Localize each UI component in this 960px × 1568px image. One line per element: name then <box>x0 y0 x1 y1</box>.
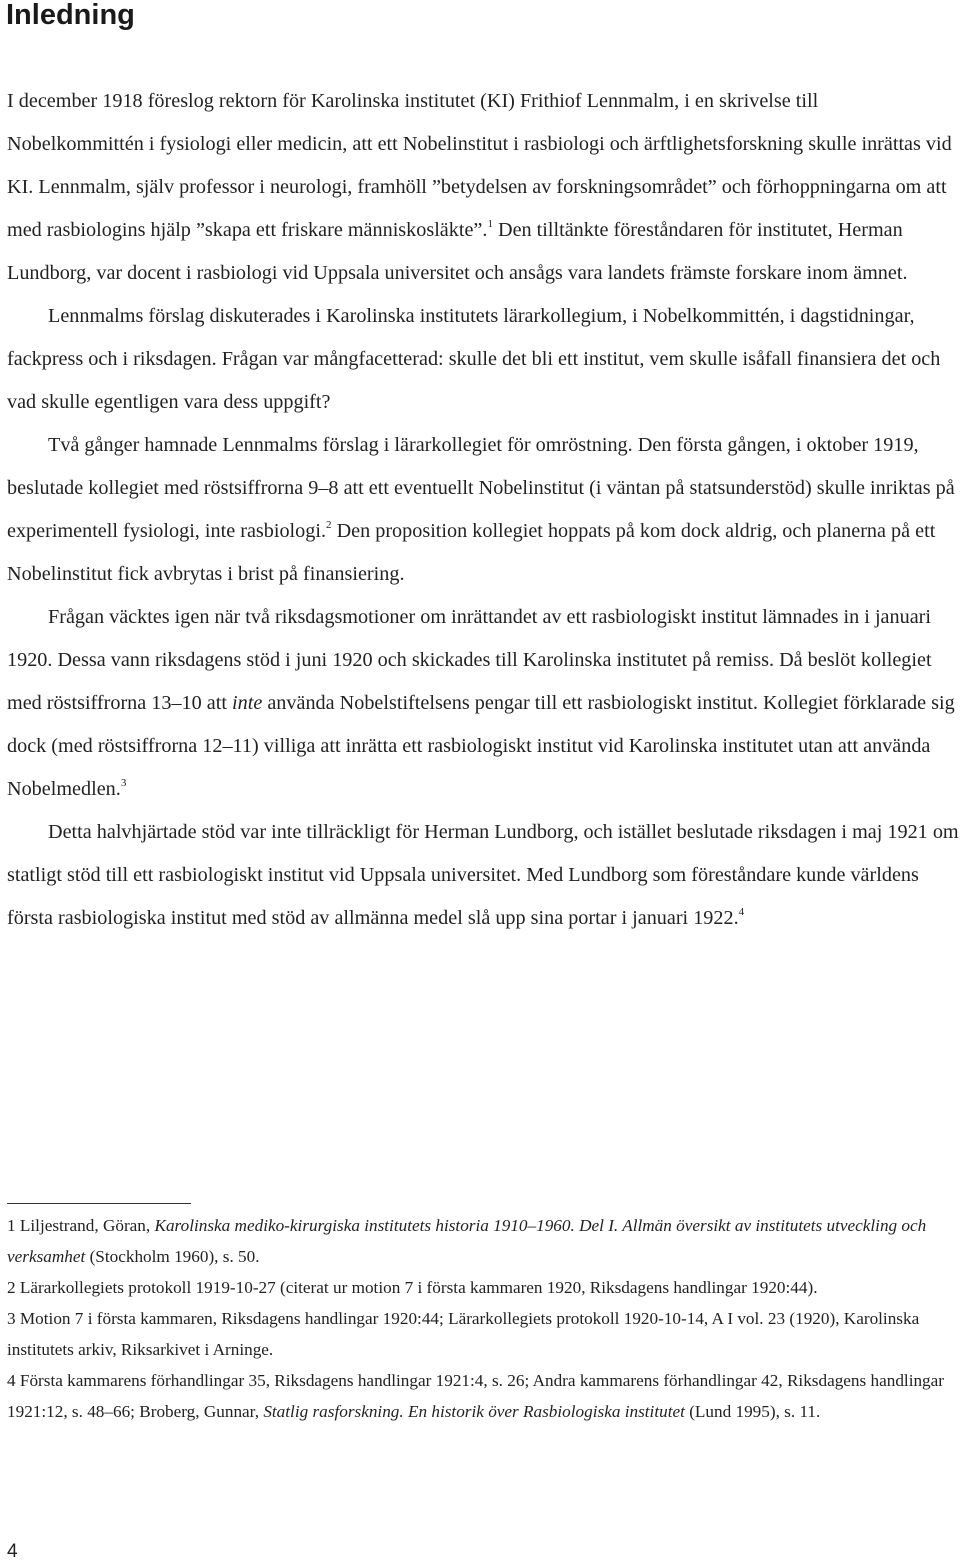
footnotes <box>7 1210 957 1427</box>
text-run: 1 Liljestrand, Göran, <box>7 1216 155 1235</box>
text-run: använda Nobelstiftelsens pengar till ett rasbiologiskt institut. Kollegiet förklarade sig dock (med röstsiffrorna 12–11) villiga att inrätta ett rasbiologiskt institut vid Karolinska institutet utan att använda Nobelmedlen. <box>7 692 955 800</box>
text-run: 2 Lärarkollegiets protokoll 1919-10-27 (citerat ur motion 7 i första kammaren 1920, Riksdagens handlingar 1920:44). <box>7 1278 818 1297</box>
footnote <box>7 1272 957 1303</box>
body-text <box>7 80 959 940</box>
italic-text: Statlig rasforskning. En historik över Rasbiologiska institutet <box>263 1402 685 1421</box>
text-run: Den tilltänkte föreståndaren för institutet, Herman Lundborg, var docent i rasbiologi vid Uppsala universitet och ansågs vara landets främste forskare inom ämnet. <box>7 219 908 284</box>
paragraph <box>7 811 959 940</box>
text-run: (Stockholm 1960), s. 50. <box>85 1247 260 1266</box>
text-run: 4 Första kammarens förhandlingar 35, Riksdagens handlingar 1921:4, s. 26; Andra kammarens förhandlingar 42, Riksdagens handlingar 1921:12, s. 48–66; Broberg, Gunnar, <box>7 1371 945 1421</box>
page-number: 4 <box>7 1541 18 1562</box>
text-run: 3 Motion 7 i första kammaren, Riksdagens handlingar 1920:44; Lärarkollegiets protokoll 1920-10-14, A I vol. 23 (1920), Karolinska institutets arkiv, Riksarkivet i Arninge. <box>7 1309 920 1359</box>
text-run: Detta halvhjärtade stöd var inte tillräckligt för Herman Lundborg, och istället beslutade riksdagen i maj 1921 om statligt stöd till ett rasbiologiskt institut vid Uppsala universitet. Med Lundborg som föreståndare kunde världens första rasbiologiska institut med stöd av allmänna medel slå upp sina portar i januari 1922. <box>7 821 959 929</box>
footnote-ref: 4 <box>738 906 745 918</box>
paragraph <box>7 596 959 811</box>
footnote <box>7 1210 957 1272</box>
footnote <box>7 1303 957 1365</box>
text-run: Den proposition kollegiet hoppats på kom dock aldrig, och planerna på ett Nobelinstitut fick avbrytas i brist på finansiering. <box>7 520 936 585</box>
paragraph <box>7 424 959 596</box>
paragraph <box>7 80 959 295</box>
page-heading: Inledning <box>6 0 135 31</box>
footnote-ref: 1 <box>487 218 493 230</box>
text-run: Två gånger hamnade Lennmalms förslag i lärarkollegiet för omröstning. Den första gången, i oktober 1919, beslutade kollegiet med röstsiffrorna 9–8 att ett eventuellt Nobelinstitut (i väntan på statsunderstöd) skulle inriktas på experimentell fysiologi, inte rasbiologi. <box>7 434 955 542</box>
text-run: I december 1918 föreslog rektorn för Karolinska institutet (KI) Frithiof Lennmalm, i en skrivelse till Nobelkommittén i fysiologi eller medicin, att ett Nobelinstitut i rasbiologi och ärftlighetsforskning skulle inrättas vid KI. Lennmalm, själv professor i neurologi, framhöll ”betydelsen av forskningsområdet” och förhoppningarna om att med rasbiologins hjälp ”skapa ett friskare människosläkte”. <box>7 90 952 241</box>
footnote-divider <box>7 1203 191 1204</box>
italic-text: Karolinska mediko-kirurgiska institutets historia 1910–1960. Del I. Allmän översikt av institutets utveckling och verksamhet <box>7 1216 927 1266</box>
text-run: Lennmalms förslag diskuterades i Karolinska institutets lärarkollegium, i Nobelkommittén, i dagstidningar, fackpress och i riksdagen. Frågan var mångfacetterad: skulle det bli ett institut, vem skulle isåfall finansiera det och vad skulle egentligen vara dess uppgift? <box>7 305 941 413</box>
footnote-ref: 2 <box>326 519 332 531</box>
footnote <box>7 1365 957 1427</box>
italic-text: inte <box>232 692 263 714</box>
footnote-ref: 3 <box>120 777 127 789</box>
paragraph <box>7 295 959 424</box>
text-run: (Lund 1995), s. 11. <box>684 1402 821 1421</box>
text-run: Frågan väcktes igen när två riksdagsmotioner om inrättandet av ett rasbiologiskt institut lämnades in i januari 1920. Dessa vann riksdagens stöd i juni 1920 och skickades till Karolinska institutet på remiss. Då beslöt kollegiet med röstsiffrorna 13–10 att <box>7 606 932 714</box>
